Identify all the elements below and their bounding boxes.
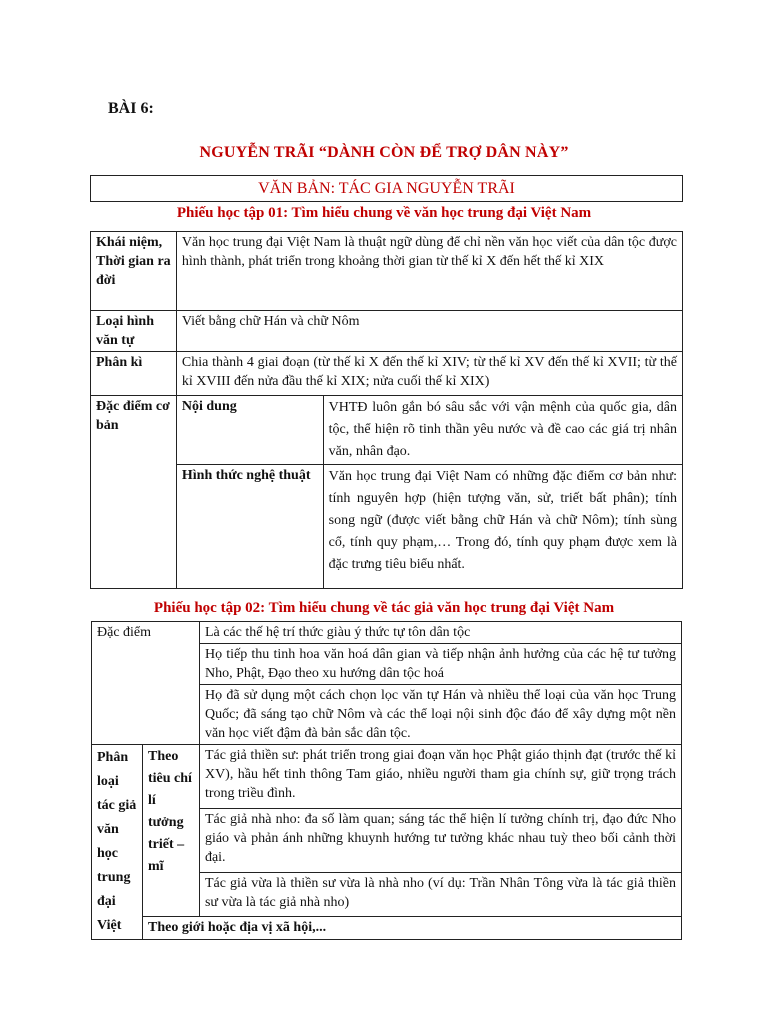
main-title: NGUYỄN TRÃI “DÀNH CÒN ĐỂ TRỢ DÂN NÀY” xyxy=(199,144,569,161)
criterion-label: Theo tiêu chí lí tưởng triết – mĩ xyxy=(142,745,199,917)
feature-label-content: Nội dung xyxy=(176,396,323,465)
row-content-periods: Chia thành 4 giai đoạn (từ thế kỉ X đến thế kỉ XIV; từ thế kỉ XV đến thế kỉ XVII; từ thế kỉ XVIII đến nửa đầu thế kỉ XIX; nửa cuối thế kỉ XIX) xyxy=(176,352,682,396)
feature-label-art: Hình thức nghệ thuật xyxy=(176,465,323,589)
classification-label: Phân loại tác giả văn học trung đại Việt xyxy=(92,745,143,940)
row-content-concept: Văn học trung đại Việt Nam là thuật ngữ dùng để chỉ nền văn học viết của dân tộc được hình thành, phát triển trong khoảng thời gian từ thế kỉ X đến hết thế kỉ XIX xyxy=(176,232,682,311)
author-type-item: Tác giả thiền sư: phát triển trong giai đoạn văn học Phật giáo thịnh đạt (trước thế kỉ XV), hầu hết tinh thông Tam giáo, nhiều người tham gia chính sự, giữ trọng trách trong triều đình. xyxy=(199,745,681,809)
worksheet-2-table xyxy=(91,621,682,940)
traits-label: Đặc điểm xyxy=(92,622,200,745)
trait-item: Họ tiếp thu tinh hoa văn hoá dân gian và tiếp nhận ảnh hưởng của các hệ tư tưởng Nho, Phật, Đạo theo xu hướng dân tộc hoá xyxy=(199,644,681,685)
feature-content-content: VHTĐ luôn gắn bó sâu sắc với vận mệnh của quốc gia, dân tộc, thể hiện rõ tinh thần yêu nước và đề cao các giá trị nhân văn, nhân đạo. xyxy=(323,396,682,465)
author-type-item: Tác giả nhà nho: đa số làm quan; sáng tác thể hiện lí tưởng chính trị, đạo đức Nho giáo và phản ánh những khuynh hướng tư tưởng khác nhau tuỳ theo bối cảnh thời đại. xyxy=(199,808,681,872)
row-content-script: Viết bằng chữ Hán và chữ Nôm xyxy=(176,311,682,352)
feature-content-art: Văn học trung đại Việt Nam có những đặc điểm cơ bản như: tính nguyên hợp (hiện tượng văn, sử, triết bất phân); tính song ngữ (được viết bằng chữ Hán và chữ Nôm); tính sùng cổ, tính quy phạm,… Trong đó, tính quy phạm được xem là đặc trưng tiêu biểu nhất. xyxy=(323,465,682,589)
trait-item: Họ đã sử dụng một cách chọn lọc văn tự Hán và nhiều thể loại của văn học Trung Quốc; đã sáng tạo chữ Nôm và các thể loại nội sinh độc đáo để xây dựng một nền văn học viết đậm đà bản sắc dân tộc. xyxy=(199,685,681,745)
worksheet-1-title: Phiếu học tập 01: Tìm hiểu chung về văn học trung đại Việt Nam xyxy=(176,205,592,221)
trait-item: Là các thế hệ trí thức giàu ý thức tự tôn dân tộc xyxy=(199,622,681,644)
row-label-script: Loại hình văn tự xyxy=(91,311,177,352)
lesson-label: BÀI 6: xyxy=(108,100,154,117)
author-type-item: Tác giả vừa là thiền sư vừa là nhà nho (ví dụ: Trần Nhân Tông vừa là tác giả thiền sư vừa là tác giả nhà nho) xyxy=(199,872,681,916)
row-label-periods: Phân kì xyxy=(91,352,177,396)
text-title-box: VĂN BẢN: TÁC GIA NGUYỄN TRÃI xyxy=(90,175,683,202)
row-label-features: Đặc điểm cơ bản xyxy=(91,396,177,589)
worksheet-1-table xyxy=(90,231,683,589)
other-criterion: Theo giới hoặc địa vị xã hội,... xyxy=(142,916,681,939)
row-label-concept: Khái niệm, Thời gian ra đời xyxy=(91,232,177,311)
worksheet-2-title: Phiếu học tập 02: Tìm hiểu chung về tác giả văn học trung đại Việt Nam xyxy=(153,600,615,616)
